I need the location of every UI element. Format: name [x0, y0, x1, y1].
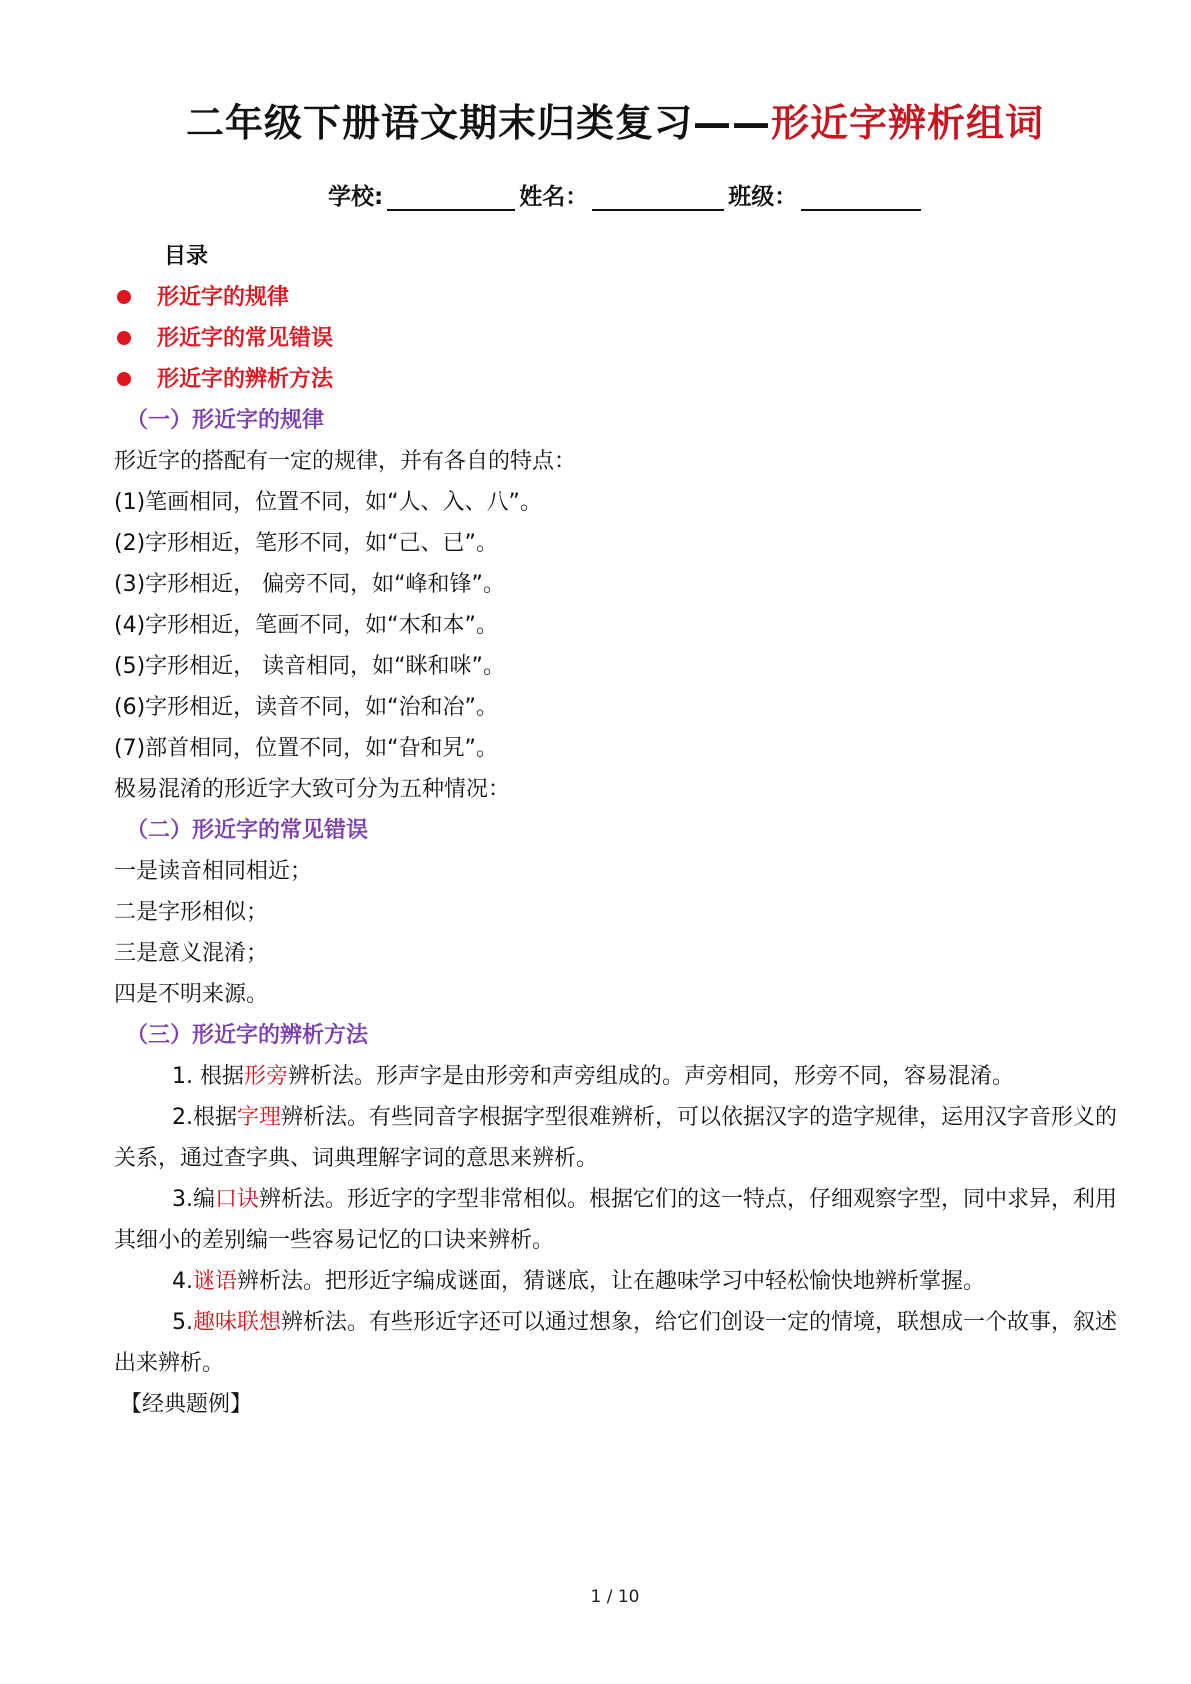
method-text: 辨析法。形近字的字型非常相似。根据它们的这一特点，仔细观察字型，同中求异，利用其细小的差别编一些容易记忆的口诀来辨析。	[114, 1187, 1118, 1253]
rule-item: (3)字形相近， 偏旁不同，如“峰和锋”。	[114, 572, 505, 597]
example-label: 【经典题例】	[120, 1392, 253, 1417]
section-intro: 形近字的搭配有一定的规律，并有各自的特点：	[114, 449, 577, 474]
toc-item-label: 形近字的常见错误	[157, 326, 334, 351]
bullet-dot-icon	[117, 331, 131, 345]
method-keyword: 字理	[237, 1105, 282, 1130]
method-paragraph	[114, 1179, 1120, 1261]
document-body	[114, 236, 1120, 1425]
name-blank	[592, 185, 724, 211]
rule-item: (2)字形相近，笔形不同，如“己、已”。	[114, 531, 498, 556]
error-item: 三是意义混淆；	[114, 941, 269, 966]
method-paragraph	[114, 1261, 1120, 1302]
section-heading: （一）形近字的规律	[126, 408, 325, 433]
toc-title: 目录	[164, 244, 209, 269]
method-paragraph	[114, 1056, 1120, 1097]
title-main: 二年级下册语文期末归类复习——	[185, 101, 771, 145]
error-item: 一是读音相同相近；	[114, 859, 313, 884]
bullet-dot-icon	[117, 290, 131, 304]
method-prefix: 1. 根据	[172, 1064, 244, 1089]
page-title	[0, 92, 1191, 147]
toc-item-label: 形近字的规律	[157, 285, 290, 310]
method-paragraph	[114, 1097, 1120, 1179]
rule-item: (5)字形相近， 读音相同，如“眯和咪”。	[114, 654, 505, 679]
toc-item	[114, 277, 1120, 318]
title-highlight: 形近字辨析组词	[771, 101, 1045, 145]
rule-item: (7)部首相同，位置不同，如“旮和旯”。	[114, 736, 498, 761]
method-keyword: 趣味联想	[193, 1310, 282, 1335]
rule-item: (4)字形相近，笔画不同，如“木和本”。	[114, 613, 498, 638]
method-text: 辨析法。形声字是由形旁和声旁组成的。声旁相同，形旁不同，容易混淆。	[288, 1064, 1015, 1089]
rule-item: (6)字形相近，读音不同，如“治和冶”。	[114, 695, 498, 720]
section-heading: （三）形近字的辨析方法	[126, 1023, 369, 1048]
bullet-dot-icon	[117, 372, 131, 386]
class-label: 班级：	[728, 184, 798, 210]
student-info-line	[328, 178, 925, 211]
method-text: 辨析法。有些同音字根据字型很难辨析，可以依据汉字的造字规律，运用汉字音形义的关系，通过查字典、词典理解字词的意思来辨析。	[114, 1105, 1118, 1171]
method-keyword: 谜语	[193, 1269, 238, 1294]
section-heading: （二）形近字的常见错误	[126, 818, 369, 843]
error-item: 四是不明来源。	[114, 982, 269, 1007]
method-prefix: 5.	[172, 1310, 193, 1335]
method-prefix: 4.	[172, 1269, 193, 1294]
toc-item	[114, 318, 1120, 359]
method-keyword: 形旁	[243, 1064, 288, 1089]
school-label: 学校:	[328, 184, 384, 210]
method-paragraph	[114, 1302, 1120, 1384]
name-label: 姓名：	[519, 184, 589, 210]
method-keyword: 口诀	[215, 1187, 260, 1212]
toc-item	[114, 359, 1120, 400]
error-item: 二是字形相似；	[114, 900, 269, 925]
method-text: 辨析法。有些形近字还可以通过想象，给它们创设一定的情境，联想成一个故事，叙述出来辨析。	[114, 1310, 1118, 1376]
method-prefix: 2.根据	[172, 1105, 237, 1130]
rule-item: (1)笔画相同，位置不同，如“人、入、八”。	[114, 490, 542, 515]
section-closing: 极易混淆的形近字大致可分为五种情况：	[114, 777, 511, 802]
method-text: 辨析法。把形近字编成谜面，猜谜底，让在趣味学习中轻松愉快地辨析掌握。	[237, 1269, 986, 1294]
toc-item-label: 形近字的辨析方法	[157, 367, 334, 392]
page-number: 1 / 10	[590, 1587, 640, 1607]
school-blank	[387, 185, 515, 211]
class-blank	[801, 185, 921, 211]
method-prefix: 3.编	[172, 1187, 215, 1212]
